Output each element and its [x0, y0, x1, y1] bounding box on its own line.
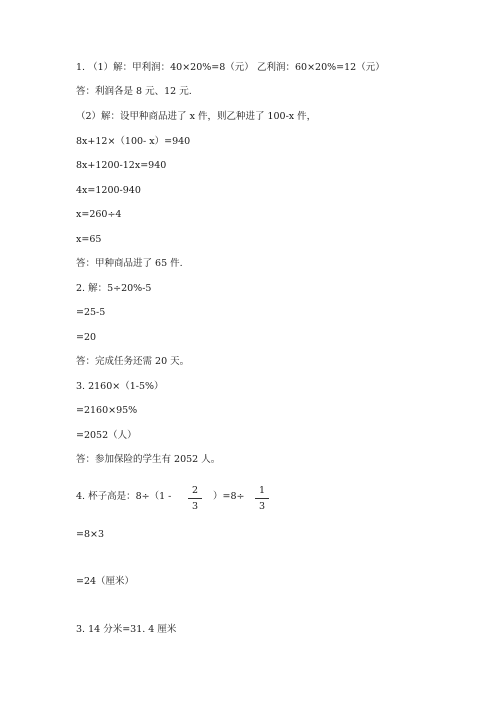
- q4-expression-start: 4. 杯子高是：8÷（1 -: [76, 491, 172, 502]
- q1-part2-step3: x=260÷4: [76, 209, 122, 220]
- fraction-bar: [188, 498, 202, 499]
- q3-result: =2052（人）: [76, 430, 137, 441]
- q3-answer: 答：参加保险的学生有 2052 人。: [76, 454, 221, 465]
- q1-part2-step1: 8x+1200-12x=940: [76, 160, 167, 171]
- fraction-bar: [255, 498, 269, 499]
- q2-solution: 2. 解：5÷20%-5: [76, 283, 152, 294]
- q3-solution: 3. 2160×（1-5%）: [76, 381, 164, 392]
- q1-part1-solution-a: 1. （1）解：甲利润：40×20%=8（元）: [76, 62, 254, 73]
- fraction-numerator: 1: [258, 485, 266, 496]
- q4-expression-mid: ）=8÷: [213, 491, 245, 502]
- q1-part2-step2: 4x=1200-940: [76, 185, 141, 196]
- fraction-two-thirds: [188, 485, 202, 512]
- q2-answer: 答：完成任务还需 20 天。: [76, 356, 190, 367]
- fraction-denominator: 3: [258, 501, 266, 512]
- q1-part1-solution-b: 乙利润：60×20%=12（元）: [257, 62, 385, 73]
- q2-result: =20: [76, 332, 97, 343]
- q4-step1: =8×3: [76, 529, 105, 540]
- fraction-numerator: 2: [191, 485, 199, 496]
- q1-part1-answer: 答：利润各是 8 元、12 元.: [76, 86, 192, 97]
- q1-part2-equation: 8x+12×（100- x）=940: [76, 136, 191, 147]
- fraction-one-third: [255, 485, 269, 512]
- unit-conversion: 3. 14 分米=31. 4 厘米: [76, 624, 177, 635]
- q4-result: =24（厘米）: [76, 576, 135, 587]
- q1-part2-result: x=65: [76, 234, 102, 245]
- fraction-denominator: 3: [191, 501, 199, 512]
- q1-part2-answer: 答：甲种商品进了 65 件.: [76, 258, 183, 269]
- q3-step1: =2160×95%: [76, 405, 138, 416]
- q1-part2-setup: （2）解：设甲种商品进了 x 件，则乙种进了 100-x 件，: [76, 111, 317, 122]
- q2-step1: =25-5: [76, 307, 106, 318]
